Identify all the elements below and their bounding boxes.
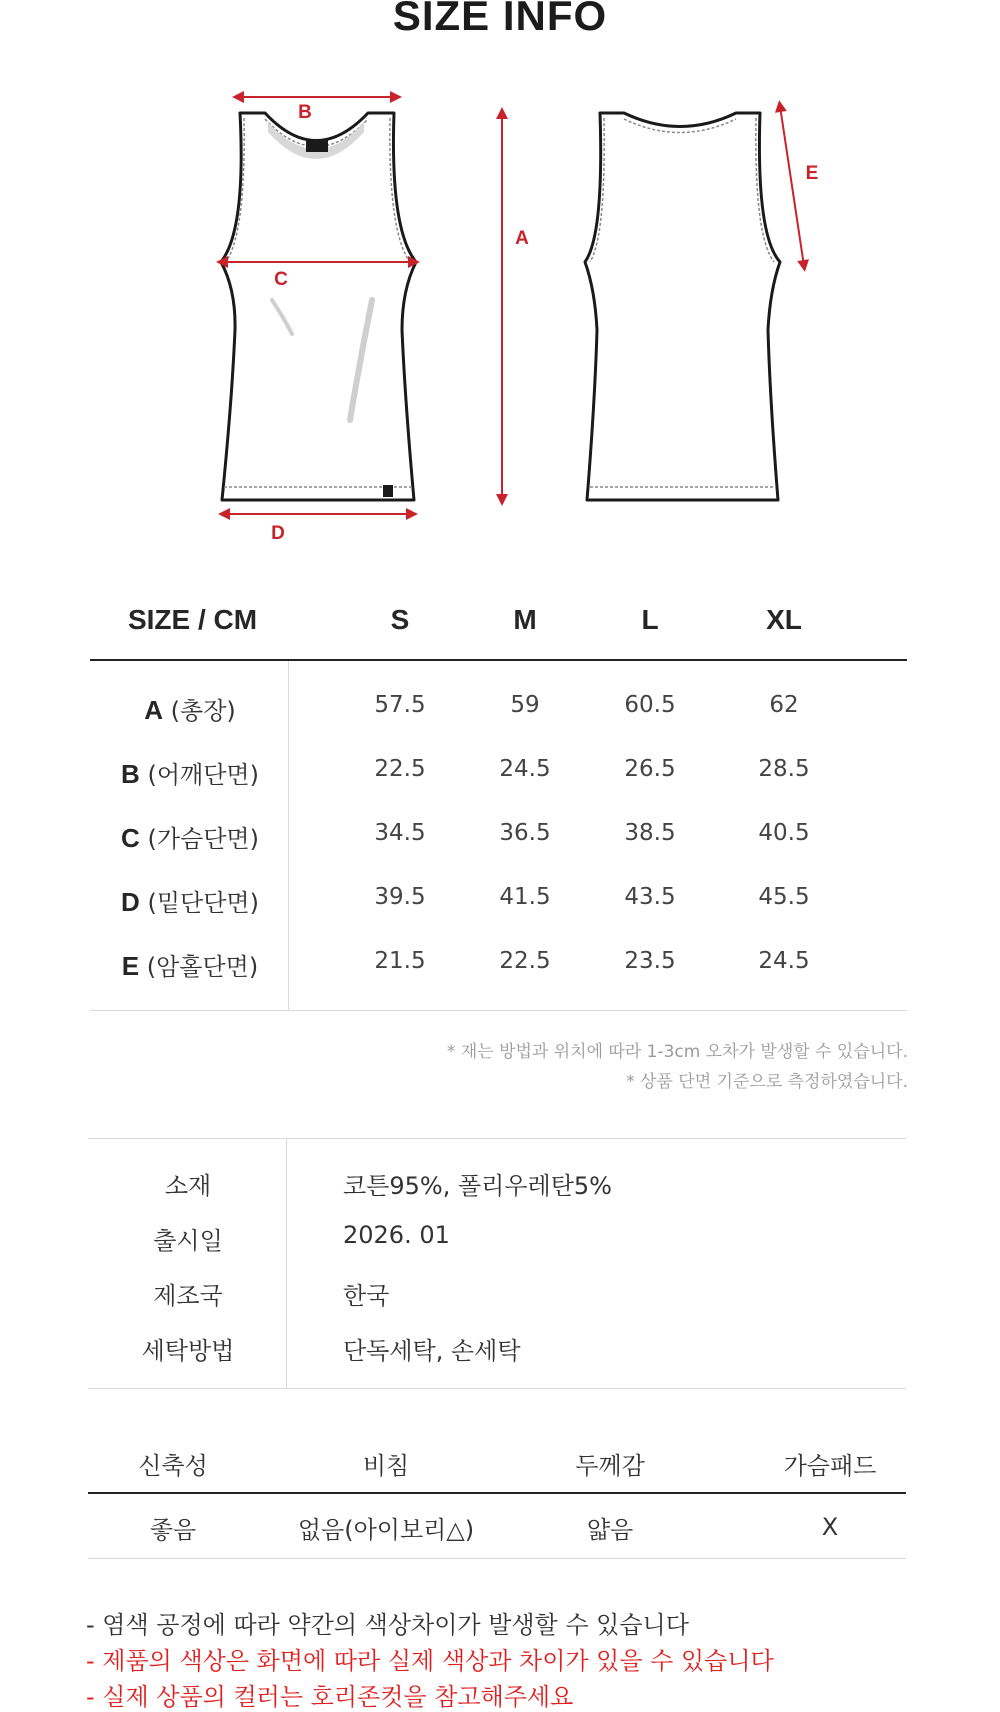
table-cell: 36.5 [499, 820, 551, 846]
size-col-s: S [390, 604, 410, 635]
table-cell: 22.5 [374, 756, 426, 782]
size-header-label: SIZE / CM [127, 604, 258, 635]
table-cell: 59 [510, 692, 540, 718]
info-value-washing: 단독세탁, 손세탁 [343, 1337, 521, 1365]
divider [90, 659, 907, 661]
row-label-a: A (총장) [144, 695, 236, 725]
info-value-release: 2026. 01 [343, 1221, 450, 1249]
table-cell: 23.5 [624, 948, 676, 974]
front-tank-icon [221, 113, 416, 500]
info-label-washing: 세탁방법 [141, 1337, 235, 1365]
table-cell: 22.5 [499, 948, 551, 974]
measurement-note: * 재는 방법과 위치에 따라 1-3cm 오차가 발생할 수 있습니다. [446, 1042, 908, 1062]
footnote-dye: - 염색 공정에 따라 약간의 색상차이가 발생할 수 있습니다 [86, 1611, 689, 1639]
svg-text:B: B [298, 102, 312, 123]
table-cell: 28.5 [758, 756, 810, 782]
table-cell: 24.5 [758, 948, 810, 974]
svg-text:C: C [274, 269, 288, 290]
row-label-e: E (암홀단면) [121, 951, 259, 981]
info-value-origin: 한국 [343, 1282, 390, 1310]
divider [90, 1010, 907, 1011]
feel-header-stretch: 신축성 [138, 1452, 208, 1480]
info-label-release: 출시일 [153, 1227, 223, 1255]
table-cell: 38.5 [624, 820, 676, 846]
table-cell: 41.5 [499, 884, 551, 910]
feel-header-thickness: 두께감 [575, 1452, 645, 1480]
page-title: SIZE INFO [392, 0, 608, 39]
table-cell: 43.5 [624, 884, 676, 910]
divider [88, 1138, 906, 1139]
table-cell: 45.5 [758, 884, 810, 910]
svg-text:A: A [515, 228, 529, 249]
size-col-l: L [641, 604, 659, 635]
measure-d [224, 514, 412, 544]
table-cell: 24.5 [499, 756, 551, 782]
table-cell: 26.5 [624, 756, 676, 782]
size-col-xl: XL [766, 604, 802, 635]
table-cell: 40.5 [758, 820, 810, 846]
info-value-material: 코튼95%, 폴리우레탄5% [343, 1172, 612, 1200]
table-cell: 57.5 [374, 692, 426, 718]
divider [88, 1558, 906, 1559]
feel-header-sheer: 비침 [362, 1452, 410, 1480]
table-cell: 39.5 [374, 884, 426, 910]
row-label-d: D (밑단단면) [121, 887, 259, 917]
feel-value-pad: X [821, 1513, 839, 1541]
svg-text:D: D [271, 523, 285, 544]
svg-text:E: E [805, 163, 819, 184]
size-col-m: M [513, 604, 537, 635]
table-cell: 62 [769, 692, 799, 718]
feel-value-thickness: 얇음 [586, 1516, 634, 1544]
back-tank-icon [585, 113, 780, 500]
info-label-origin: 제조국 [153, 1282, 223, 1310]
table-cell: 21.5 [374, 948, 426, 974]
divider [88, 1492, 906, 1494]
info-label-material: 소재 [164, 1172, 212, 1200]
feel-value-sheer: 없음(아이보리△) [297, 1516, 475, 1544]
footnote-screen-color: - 제품의 색상은 화면에 따라 실제 색상과 차이가 있을 수 있습니다 [86, 1647, 774, 1675]
size-diagram [0, 0, 1000, 560]
feel-value-stretch: 좋음 [149, 1516, 197, 1544]
measure-e [780, 106, 818, 266]
measure-a [502, 113, 529, 500]
table-cell: 60.5 [624, 692, 676, 718]
row-label-c: C (가슴단면) [121, 823, 259, 853]
divider [88, 1388, 906, 1389]
footnote-horizon-cut: - 실제 상품의 컬러는 호리존컷을 참고해주세요 [86, 1683, 574, 1711]
table-cell: 34.5 [374, 820, 426, 846]
row-label-b: B (어깨단면) [121, 759, 259, 789]
measurement-note: * 상품 단면 기준으로 측정하였습니다. [626, 1072, 908, 1092]
feel-header-pad: 가슴패드 [783, 1452, 877, 1480]
